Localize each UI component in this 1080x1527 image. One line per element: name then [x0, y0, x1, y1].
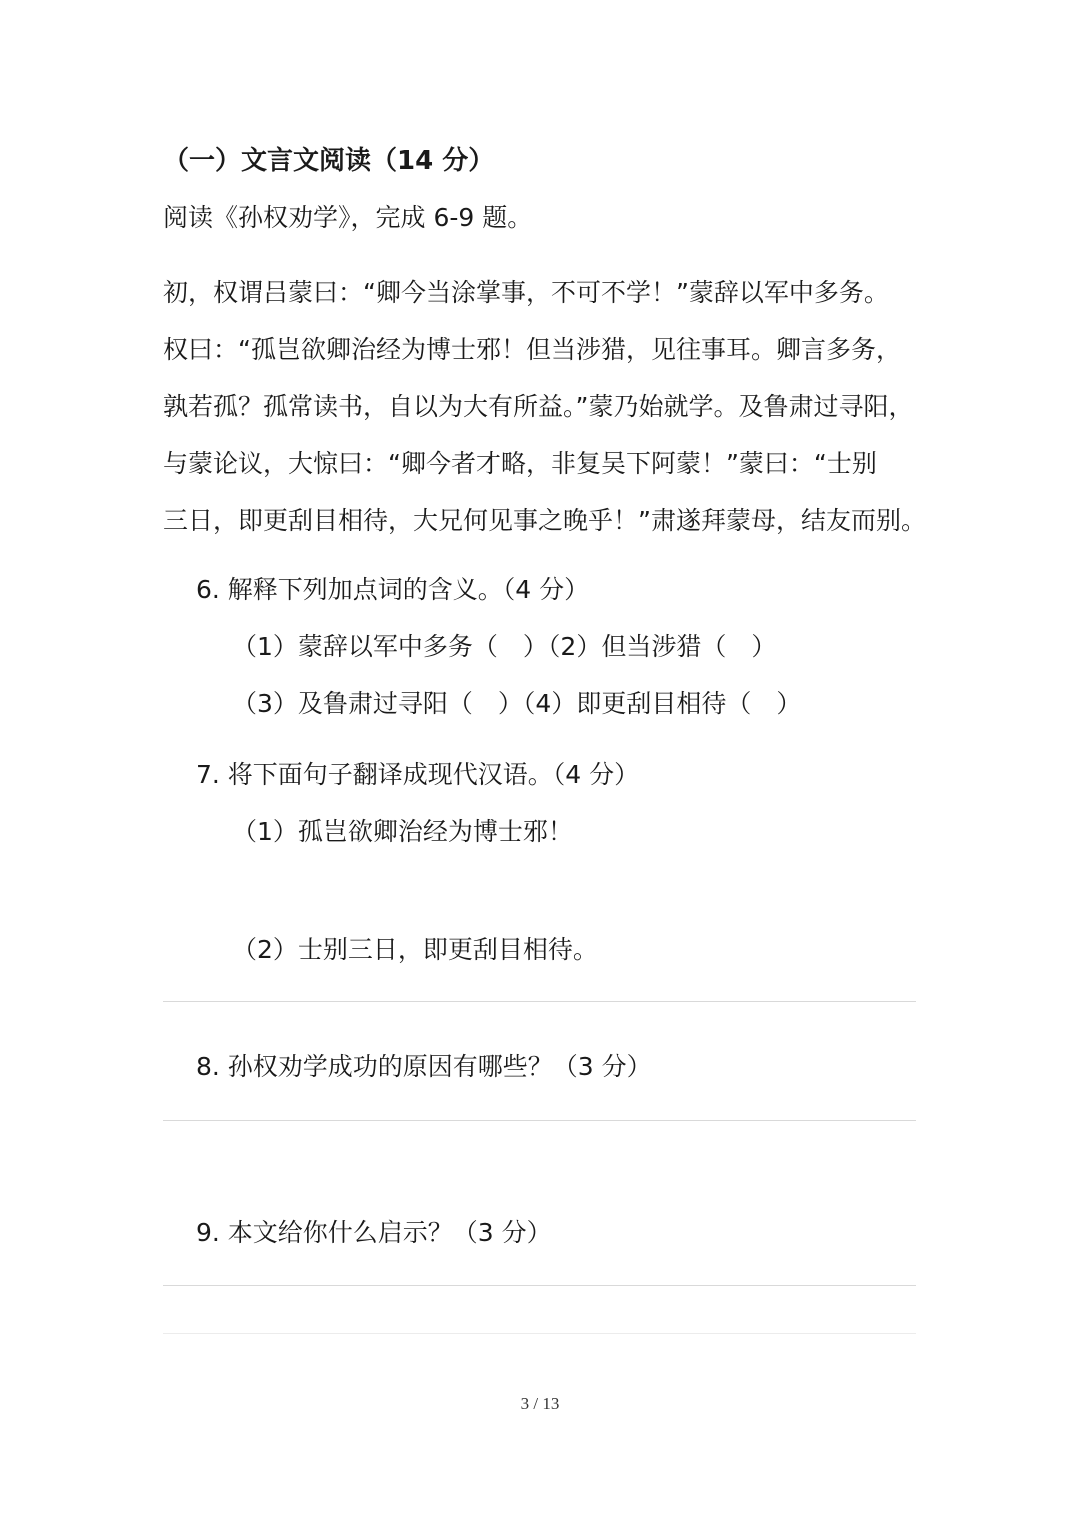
- question-8: 8. 孙权劝学成功的原因有哪些？（3 分）: [196, 1052, 652, 1081]
- answer-line: [163, 1001, 916, 1002]
- page-number: 3 / 13: [520, 1394, 560, 1413]
- passage-line: 初，权谓吕蒙曰：“卿今当涂掌事，不可不学！”蒙辞以军中多务。: [163, 278, 889, 307]
- answer-line: [163, 1285, 916, 1286]
- passage-line: 三日，即更刮目相待，大兄何见事之晚乎！”肃遂拜蒙母，结友而别。: [163, 506, 926, 535]
- passage-line: 与蒙论议，大惊曰：“卿今者才略，非复吴下阿蒙！”蒙曰：“士别: [163, 449, 877, 478]
- question-6-row-1: （1）蒙辞以军中多务（ ）（2）但当涉猎（ ）: [232, 632, 777, 661]
- reading-instruction: 阅读《孙权劝学》，完成 6-9 题。: [163, 203, 533, 232]
- question-9: 9. 本文给你什么启示？（3 分）: [196, 1218, 552, 1247]
- passage-line: 权曰：“孤岂欲卿治经为博士邪！但当涉猎，见往事耳。卿言多务，: [163, 335, 901, 364]
- passage-line: 孰若孤？孤常读书，自以为大有所益。”蒙乃始就学。及鲁肃过寻阳，: [163, 392, 914, 421]
- question-7-item-1: （1）孤岂欲卿治经为博士邪！: [232, 817, 573, 846]
- section-title: （一）文言文阅读（14 分）: [163, 146, 495, 176]
- question-7: 7. 将下面句子翻译成现代汉语。（4 分）: [196, 760, 640, 789]
- question-6-row-2: （3）及鲁肃过寻阳（ ）（4）即更刮目相待（ ）: [232, 689, 802, 718]
- answer-line: [163, 1120, 916, 1121]
- answer-line: [163, 1333, 916, 1334]
- question-7-item-2: （2）士别三日，即更刮目相待。: [232, 935, 598, 964]
- question-6: 6. 解释下列加点词的含义。（4 分）: [196, 575, 590, 604]
